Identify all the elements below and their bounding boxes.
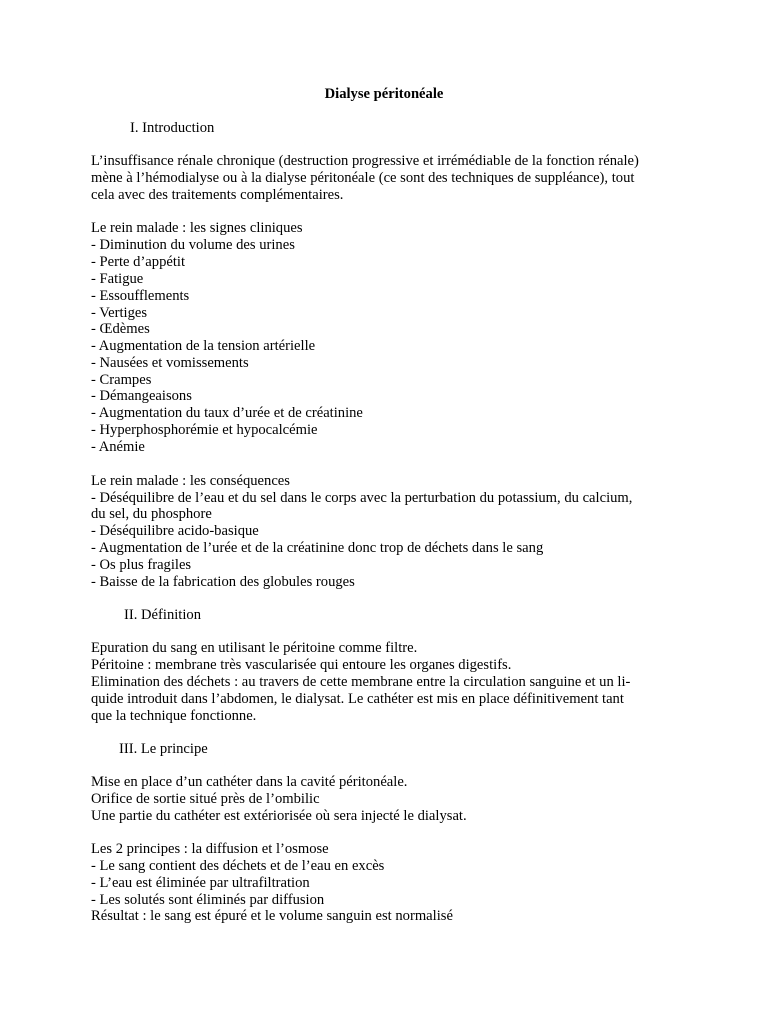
result-line: Résultat : le sang est épuré et le volume sanguin est normalisé xyxy=(91,908,453,924)
definition-line: Elimination des déchets : au travers de cette membrane entre la circulation sanguine et un li- xyxy=(91,674,631,690)
list-item: du sel, du phosphore xyxy=(91,506,212,522)
principles-heading: Les 2 principes : la diffusion et l’osmose xyxy=(91,841,329,857)
section-heading-principle: III. Le principe xyxy=(119,741,208,757)
list-item: - Déséquilibre acido-basique xyxy=(91,523,259,539)
list-item: - L’eau est éliminée par ultrafiltration xyxy=(91,875,310,891)
list-item: - Fatigue xyxy=(91,271,144,287)
list-item: - Déséquilibre de l’eau et du sel dans le corps avec la perturbation du potassium, du calcium, xyxy=(91,490,633,506)
list-item: - Hyperphosphorémie et hypocalcémie xyxy=(91,422,318,438)
list-item: - Augmentation de l’urée et de la créatinine donc trop de déchets dans le sang xyxy=(91,540,544,556)
list-item: - Diminution du volume des urines xyxy=(91,237,295,253)
principle-line: Mise en place d’un cathéter dans la cavité péritonéale. xyxy=(91,774,408,790)
list-item: - Œdèmes xyxy=(91,321,150,337)
definition-line: quide introduit dans l’abdomen, le dialysat. Le cathéter est mis en place définitivement tant xyxy=(91,691,624,707)
list-item: - Crampes xyxy=(91,372,152,388)
principle-line: Une partie du cathéter est extériorisée où sera injecté le dialysat. xyxy=(91,808,467,824)
definition-line: Epuration du sang en utilisant le péritoine comme filtre. xyxy=(91,640,418,656)
section-heading-definition: II. Définition xyxy=(124,607,202,623)
signs-heading: Le rein malade : les signes cliniques xyxy=(91,220,303,236)
list-item: - Essoufflements xyxy=(91,288,190,304)
intro-paragraph-line: mène à l’hémodialyse ou à la dialyse péritonéale (ce sont des techniques de suppléance), tout xyxy=(91,170,635,186)
list-item: - Augmentation du taux d’urée et de créatinine xyxy=(91,405,363,421)
list-item: - Perte d’appétit xyxy=(91,254,186,270)
list-item: - Le sang contient des déchets et de l’eau en excès xyxy=(91,858,385,874)
list-item: - Nausées et vomissements xyxy=(91,355,249,371)
list-item: - Anémie xyxy=(91,439,145,455)
definition-line: que la technique fonctionne. xyxy=(91,708,257,724)
principle-line: Orifice de sortie situé près de l’ombilic xyxy=(91,791,320,807)
list-item: - Démangeaisons xyxy=(91,388,192,404)
section-heading-introduction: I. Introduction xyxy=(130,120,215,136)
list-item: - Les solutés sont éliminés par diffusion xyxy=(91,892,325,908)
consequences-heading: Le rein malade : les conséquences xyxy=(91,473,290,489)
list-item: - Os plus fragiles xyxy=(91,557,192,573)
list-item: - Augmentation de la tension artérielle xyxy=(91,338,316,354)
intro-paragraph-line: cela avec des traitements complémentaires. xyxy=(91,187,344,203)
list-item: - Baisse de la fabrication des globules rouges xyxy=(91,574,355,590)
document-title: Dialyse péritonéale xyxy=(324,86,444,102)
list-item: - Vertiges xyxy=(91,305,148,321)
definition-line: Péritoine : membrane très vascularisée qui entoure les organes digestifs. xyxy=(91,657,512,673)
intro-paragraph-line: L’insuffisance rénale chronique (destruction progressive et irrémédiable de la fonction rénale) xyxy=(91,153,639,169)
